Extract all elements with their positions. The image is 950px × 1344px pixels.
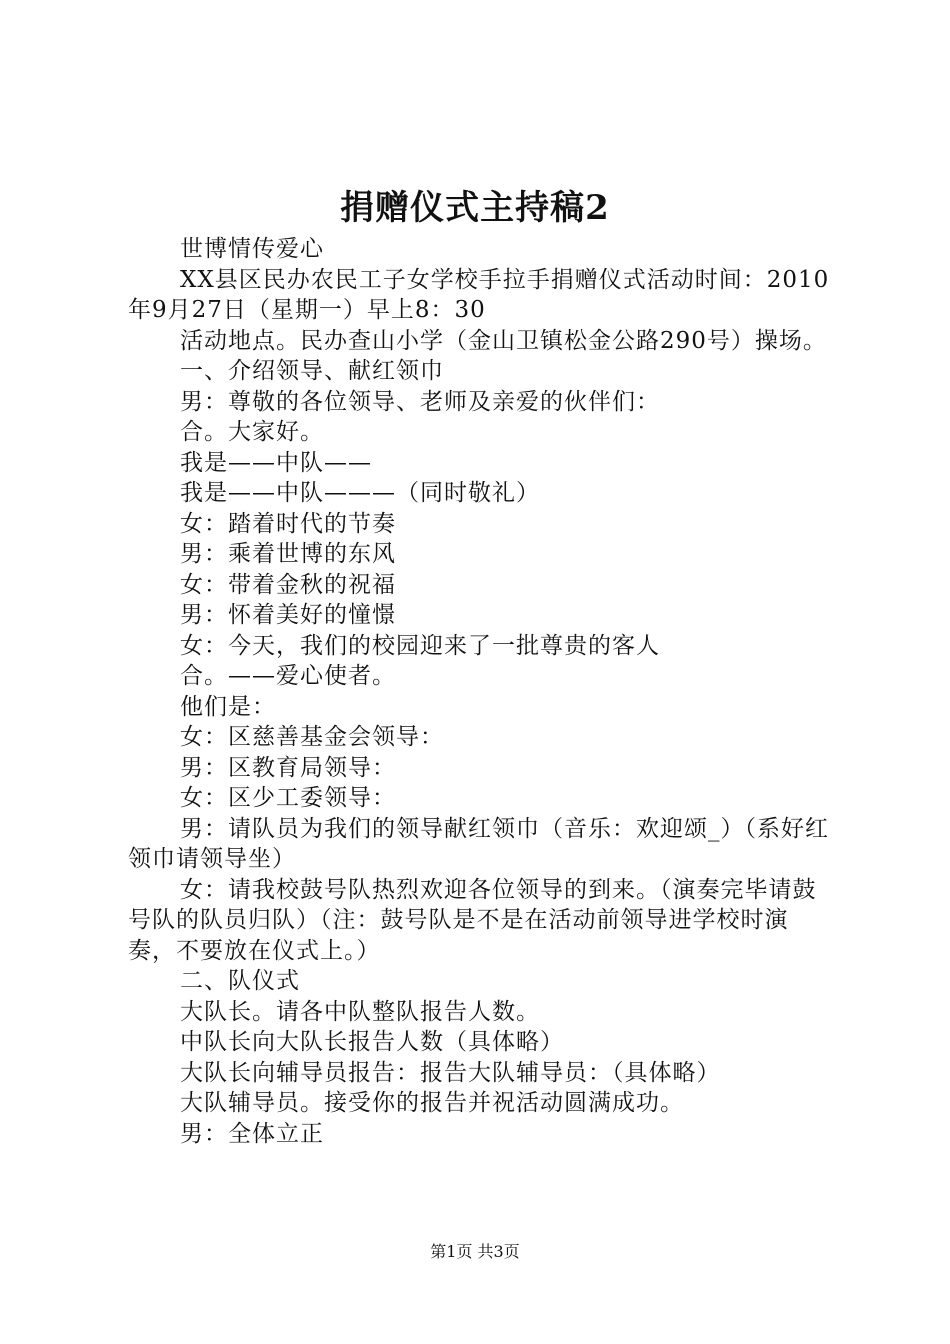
paragraph: 男：区教育局领导： <box>180 754 396 781</box>
paragraph: 大队长向辅导员报告：报告大队辅导员：（具体略） <box>180 1059 721 1086</box>
paragraph: 女：带着金秋的祝福 <box>180 571 396 598</box>
document-body <box>128 234 834 1149</box>
paragraph: 我是——中队———（同时敬礼） <box>180 480 540 506</box>
paragraph: 男：乘着世博的东风 <box>180 541 396 567</box>
paragraph: 男：怀着美好的憧憬 <box>180 602 396 628</box>
paragraph: XX县区民办农民工子女学校手拉手捐赠仪式活动时间：2010年9月27日（星期一）早上8：30 <box>128 266 830 323</box>
paragraph: 女：区少工委领导： <box>180 785 396 811</box>
paragraph: 女：踏着时代的节奏 <box>180 510 396 537</box>
section-heading: 一、介绍领导、献红领巾 <box>180 358 444 384</box>
page-footer: 第1页 共3页 <box>430 1242 520 1261</box>
paragraph: 女：请我校鼓号队热烈欢迎各位领导的到来。（演奏完毕请鼓号队的队员归队）（注：鼓号队是不是在活动前领导进学校时演奏，不要放在仪式上。） <box>128 876 817 964</box>
paragraph: 大队辅导员。接受你的报告并祝活动圆满成功。 <box>180 1090 684 1116</box>
paragraph: 女：今天，我们的校园迎来了一批尊贵的客人 <box>180 632 660 659</box>
document-title: 捐赠仪式主持稿2 <box>340 188 610 228</box>
paragraph: 男：请队员为我们的领导献红领巾（音乐：欢迎颂_）（系好红领巾请领导坐） <box>128 815 829 872</box>
paragraph: 我是——中队—— <box>180 449 372 476</box>
paragraph: 男：尊敬的各位领导、老师及亲爱的伙伴们： <box>180 388 660 415</box>
paragraph: 中队长向大队长报告人数（具体略） <box>180 1029 564 1055</box>
paragraph: 女：区慈善基金会领导： <box>180 724 444 750</box>
section-heading: 二、队仪式 <box>180 968 300 994</box>
paragraph: 活动地点。民办查山小学（金山卫镇松金公路290号）操场。 <box>180 327 827 354</box>
paragraph: 世博情传爱心 <box>180 236 324 262</box>
paragraph: 合。——爱心使者。 <box>180 663 396 689</box>
paragraph: 合。大家好。 <box>180 419 324 445</box>
paragraph: 他们是： <box>180 693 276 720</box>
paragraph: 大队长。请各中队整队报告人数。 <box>180 998 540 1025</box>
paragraph: 男：全体立正 <box>180 1120 324 1147</box>
